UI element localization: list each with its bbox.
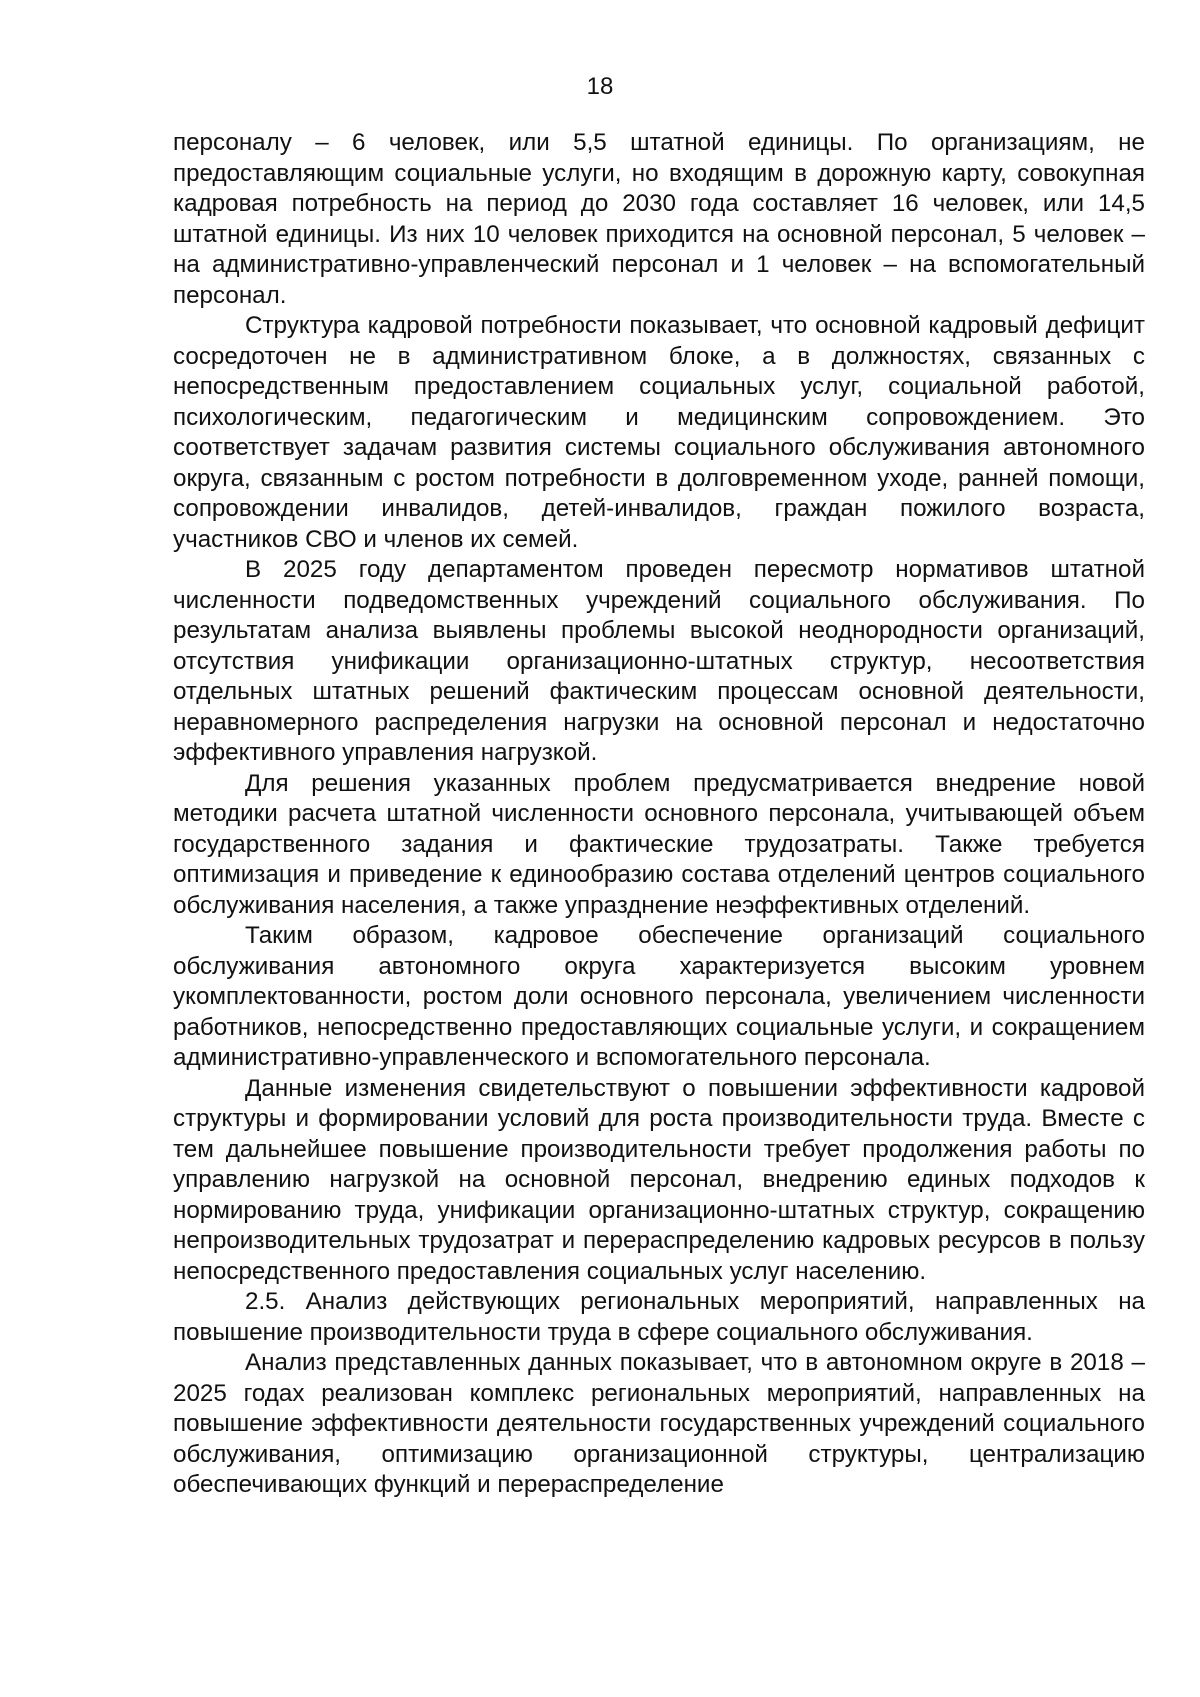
- document-body: [173, 128, 1145, 1501]
- paragraph-6: Данные изменения свидетельствуют о повышении эффективности кадровой структуры и формировании условий для роста производительности труда. Вместе с тем дальнейшее повышение производительности требует продолжения работы по управлению нагрузкой на основной персонал, внедрению единых подходов к нормированию труда, унификации организационно-штатных структур, сокращению непроизводительных трудозатрат и перераспределению кадровых ресурсов в пользу непосредственного предоставления социальных услуг населению.: [173, 1074, 1145, 1285]
- section-heading-2-5: 2.5. Анализ действующих региональных мероприятий, направленных на повышение производительности труда в сфере социального обслуживания.: [173, 1288, 1145, 1346]
- paragraph-8: Анализ представленных данных показывает, что в автономном округе в 2018 – 2025 годах реализован комплекс региональных мероприятий, направленных на повышение эффективности деятельности государственных учреждений социального обслуживания, оптимизацию организационной структуры, централизацию обеспечивающих функций и перераспределение: [173, 1349, 1145, 1498]
- paragraph-4: Для решения указанных проблем предусматривается внедрение новой методики расчета штатной численности основного персонала, учитывающей объем государственного задания и фактические трудозатраты. Также требуется оптимизация и приведение к единообразию состава отделений центров социального обслуживания населения, а также упразднение неэффективных отделений.: [173, 769, 1145, 919]
- paragraph-2: Структура кадровой потребности показывает, что основной кадровый дефицит сосредоточен не в административном блоке, а в должностях, связанных с непосредственным предоставлением социальных услуг, социальной работой, психологическим, педагогическим и медицинским сопровождением. Это соответствует задачам развития системы социального обслуживания автономного округа, связанным с ростом потребности в долговременном уходе, ранней помощи, сопровождении инвалидов, детей-инвалидов, граждан пожилого возраста, участников СВО и членов их семей.: [173, 312, 1145, 553]
- page-number: 18: [586, 73, 614, 100]
- paragraph-3: В 2025 году департаментом проведен пересмотр нормативов штатной численности подведомственных учреждений социального обслуживания. По результатам анализа выявлены проблемы высокой неоднородности организаций, отсутствия унификации организационно-штатных структур, несоответствия отдельных штатных решений фактическим процессам основной деятельности, неравномерного распределения нагрузки на основной персонал и недостаточно эффективного управления нагрузкой.: [173, 556, 1145, 766]
- paragraph-5: Таким образом, кадровое обеспечение организаций социального обслуживания автономного округа характеризуется высоким уровнем укомплектованности, ростом доли основного персонала, увеличением численности работников, непосредственно предоставляющих социальные услуги, и сокращением административно-управленческого и вспомогательного персонала.: [173, 922, 1145, 1071]
- paragraph-1: персоналу – 6 человек, или 5,5 штатной единицы. По организациям, не предоставляющим социальные услуги, но входящим в дорожную карту, совокупная кадровая потребность на период до 2030 года составляет 16 человек, или 14,5 штатной единицы. Из них 10 человек приходится на основной персонал, 5 человек – на административно-управленческий персонал и 1 человек – на вспомогательный персонал.: [173, 129, 1145, 309]
